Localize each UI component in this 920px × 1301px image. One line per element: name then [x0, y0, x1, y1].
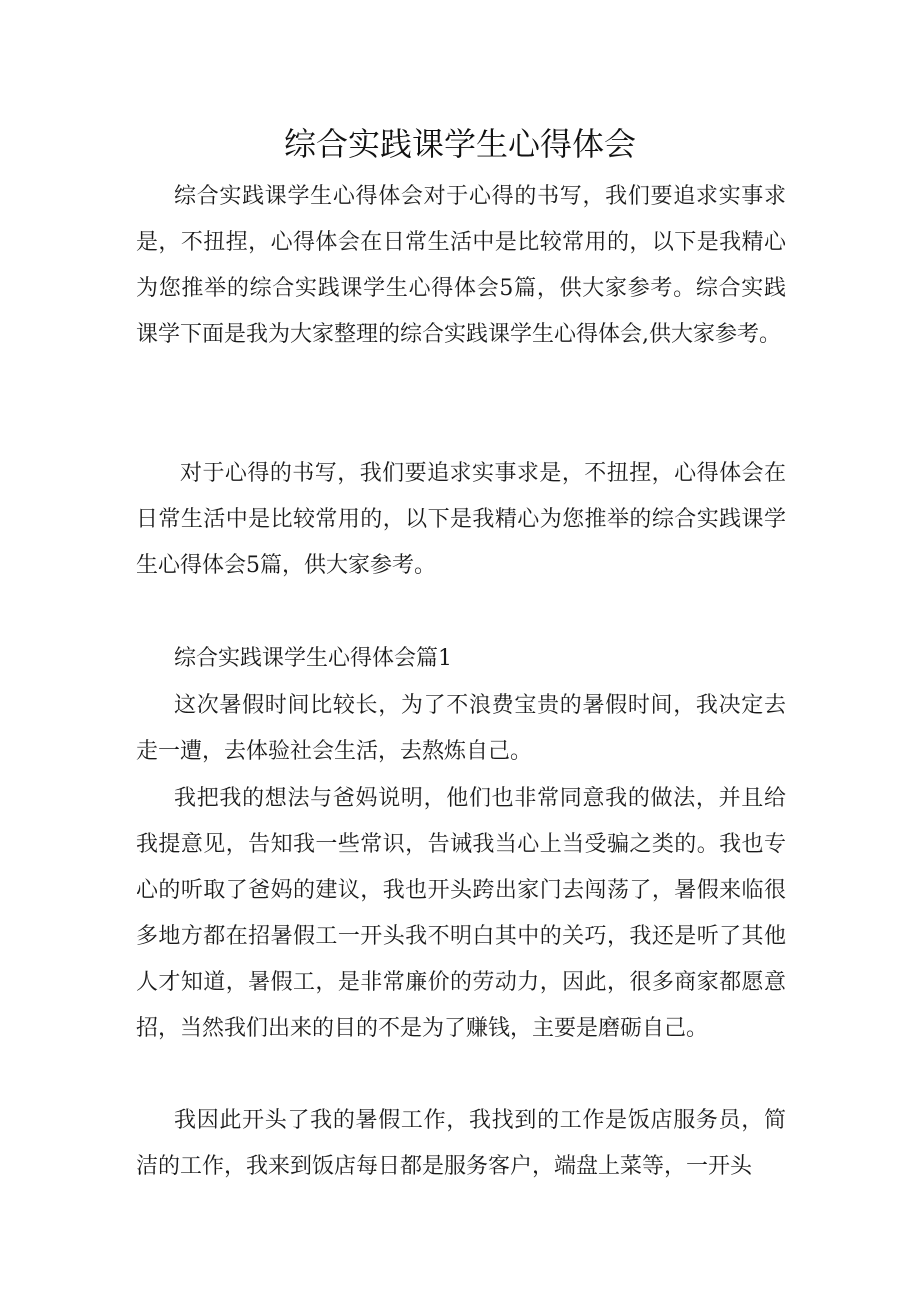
- body-paragraph-2: 我把我的想法与爸妈说明，他们也非常同意我的做法，并且给我提意见，告知我一些常识，告诫我当心上当受骗之类的。我也专心的听取了爸妈的建议，我也开头跨出家门去闯荡了，暑假来临很多地方都在招暑假工一开头我不明白其中的关巧，我还是听了其他人才知道，暑假工，是非常廉价的劳动力，因此，很多商家都愿意招，当然我们出来的目的不是为了赚钱，主要是磨砺自己。: [136, 786, 786, 1041]
- intro-paragraph: 综合实践课学生心得体会对于心得的书写，我们要追求实事求是，不扭捏，心得体会在日常生活中是比较常用的，以下是我精心为您推举的综合实践课学生心得体会5篇，供大家参考。综合实践课学下面是我为大家整理的综合实践课学生心得体会,供大家参考。: [136, 184, 786, 347]
- body-paragraph-3: 我因此开头了我的暑假工作，我找到的工作是饭店服务员，简洁的工作，我来到饭店每日都是服务客户，端盘上菜等，一开头: [136, 1108, 786, 1179]
- document-title: 综合实践课学生心得体会: [283, 125, 636, 163]
- section-heading: 综合实践课学生心得体会篇1: [174, 646, 452, 671]
- body-paragraph-1: 这次暑假时间比较长，为了不浪费宝贵的暑假时间，我决定去走一遭，去体验社会生活，去熬炼自己。: [136, 693, 786, 764]
- summary-paragraph: 对于心得的书写，我们要追求实事求是，不扭捏，心得体会在日常生活中是比较常用的，以下是我精心为您推举的综合实践课学生心得体会5篇，供大家参考。: [136, 461, 786, 578]
